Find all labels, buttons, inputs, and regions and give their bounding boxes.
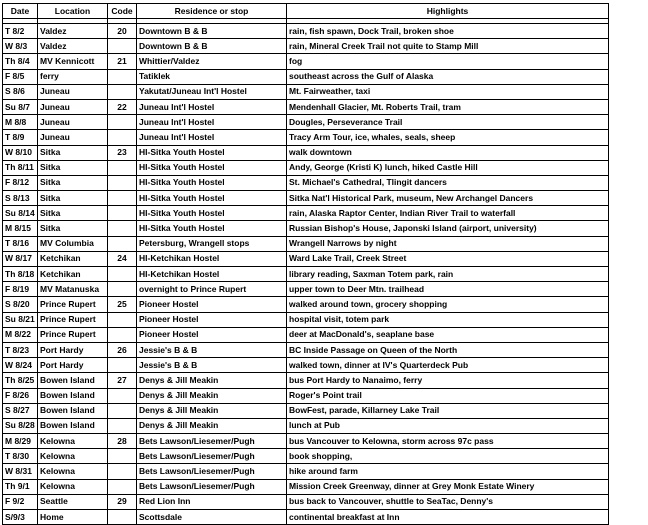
location-cell: Prince Rupert — [38, 312, 108, 327]
location-cell: Home — [38, 510, 108, 525]
residence-cell: Tatiklek — [137, 69, 287, 84]
residence-cell: HI-Ketchikan Hostel — [137, 267, 287, 282]
highlights-cell: Roger's Point trail — [287, 388, 609, 403]
date-cell: Su 8/14 — [3, 206, 38, 221]
date-cell: F 8/5 — [3, 69, 38, 84]
residence-cell: Yakutat/Juneau Int'l Hostel — [137, 84, 287, 99]
code-cell — [108, 236, 137, 251]
table-row — [3, 282, 638, 297]
location-cell: Sitka — [38, 206, 108, 221]
residence-cell: HI-Sitka Youth Hostel — [137, 221, 287, 236]
code-cell — [108, 115, 137, 130]
date-cell: Th 9/1 — [3, 479, 38, 494]
code-cell — [108, 267, 137, 282]
table-row — [3, 99, 638, 114]
date-cell: M 8/22 — [3, 327, 38, 342]
date-cell: S 8/27 — [3, 403, 38, 418]
residence-cell: Denys & Jill Meakin — [137, 373, 287, 388]
table-row — [3, 297, 638, 312]
extra-cell — [609, 358, 638, 373]
residence-cell: HI-Sitka Youth Hostel — [137, 206, 287, 221]
code-cell: 20 — [108, 24, 137, 39]
extra-cell — [609, 403, 638, 418]
table-row — [3, 69, 638, 84]
highlights-cell: southeast across the Gulf of Alaska — [287, 69, 609, 84]
highlights-cell: BC Inside Passage on Queen of the North — [287, 342, 609, 357]
location-cell: Ketchikan — [38, 267, 108, 282]
code-cell — [108, 464, 137, 479]
extra-cell — [609, 267, 638, 282]
extra-cell — [609, 236, 638, 251]
date-cell: S 8/6 — [3, 84, 38, 99]
highlights-cell: Tracy Arm Tour, ice, whales, seals, sheep — [287, 130, 609, 145]
residence-cell: HI-Sitka Youth Hostel — [137, 175, 287, 190]
highlights-cell: Mission Creek Greenway, dinner at Grey Monk Estate Winery — [287, 479, 609, 494]
code-cell — [108, 418, 137, 433]
extra-cell — [609, 510, 638, 525]
date-cell: S 8/13 — [3, 191, 38, 206]
date-cell: W 8/17 — [3, 251, 38, 266]
highlights-cell: bus Port Hardy to Nanaimo, ferry — [287, 373, 609, 388]
residence-cell: HI-Sitka Youth Hostel — [137, 191, 287, 206]
date-cell: T 8/2 — [3, 24, 38, 39]
location-cell: Bowen Island — [38, 373, 108, 388]
highlights-cell: walked town, dinner at IV's Quarterdeck Pub — [287, 358, 609, 373]
code-cell — [108, 449, 137, 464]
table-row — [3, 479, 638, 494]
code-cell — [108, 327, 137, 342]
date-cell: Su 8/28 — [3, 418, 38, 433]
date-cell: Su 8/7 — [3, 99, 38, 114]
date-cell: S/9/3 — [3, 510, 38, 525]
highlights-cell: hospital visit, totem park — [287, 312, 609, 327]
location-cell: ferry — [38, 69, 108, 84]
residence-cell: Denys & Jill Meakin — [137, 418, 287, 433]
table-row — [3, 434, 638, 449]
residence-cell: Bets Lawson/Liesemer/Pugh — [137, 479, 287, 494]
extra-cell — [609, 282, 638, 297]
extra-cell — [609, 175, 638, 190]
code-cell: 28 — [108, 434, 137, 449]
code-cell: 22 — [108, 99, 137, 114]
extra-cell — [609, 99, 638, 114]
highlights-cell: rain, Mineral Creek Trail not quite to Stamp Mill — [287, 39, 609, 54]
residence-cell: Whittier/Valdez — [137, 54, 287, 69]
location-cell: Valdez — [38, 39, 108, 54]
code-cell: 29 — [108, 494, 137, 509]
code-cell — [108, 358, 137, 373]
highlights-cell: rain, fish spawn, Dock Trail, broken shoe — [287, 24, 609, 39]
table-row — [3, 418, 638, 433]
highlights-cell: Dougles, Perseverance Trail — [287, 115, 609, 130]
date-cell: Th 8/4 — [3, 54, 38, 69]
highlights-cell: upper town to Deer Mtn. trailhead — [287, 282, 609, 297]
code-cell: 27 — [108, 373, 137, 388]
location-cell: Kelowna — [38, 464, 108, 479]
extra-cell — [609, 418, 638, 433]
date-cell: W 8/3 — [3, 39, 38, 54]
extra-cell — [609, 84, 638, 99]
residence-cell: Juneau Int'l Hostel — [137, 99, 287, 114]
date-cell: T 8/9 — [3, 130, 38, 145]
table-row — [3, 464, 638, 479]
header-highlights: Highlights — [287, 4, 609, 19]
extra-cell — [609, 206, 638, 221]
residence-cell: Jessie's B & B — [137, 358, 287, 373]
residence-cell: Pioneer Hostel — [137, 327, 287, 342]
highlights-cell: rain, Alaska Raptor Center, Indian River Trail to waterfall — [287, 206, 609, 221]
table-row — [3, 373, 638, 388]
extra-cell — [609, 221, 638, 236]
extra-cell — [609, 479, 638, 494]
residence-cell: Downtown B & B — [137, 39, 287, 54]
extra-cell — [609, 434, 638, 449]
extra-cell — [609, 160, 638, 175]
highlights-cell: Sitka Nat'l Historical Park, museum, New Archangel Dancers — [287, 191, 609, 206]
table-row — [3, 251, 638, 266]
date-cell: S 8/20 — [3, 297, 38, 312]
table-row — [3, 494, 638, 509]
header-code: Code — [108, 4, 137, 19]
code-cell — [108, 175, 137, 190]
table-body — [3, 19, 638, 525]
residence-cell: Jessie's B & B — [137, 342, 287, 357]
residence-cell: Juneau Int'l Hostel — [137, 115, 287, 130]
date-cell: T 8/30 — [3, 449, 38, 464]
table-row — [3, 39, 638, 54]
residence-cell: Bets Lawson/Liesemer/Pugh — [137, 449, 287, 464]
location-cell: Bowen Island — [38, 388, 108, 403]
highlights-cell: library reading, Saxman Totem park, rain — [287, 267, 609, 282]
table-row — [3, 24, 638, 39]
table-row — [3, 267, 638, 282]
highlights-cell: fog — [287, 54, 609, 69]
extra-cell — [609, 449, 638, 464]
code-cell — [108, 160, 137, 175]
date-cell: Th 8/25 — [3, 373, 38, 388]
header-date: Date — [3, 4, 38, 19]
residence-cell: Juneau Int'l Hostel — [137, 130, 287, 145]
table-row — [3, 388, 638, 403]
residence-cell: Denys & Jill Meakin — [137, 388, 287, 403]
code-cell — [108, 510, 137, 525]
code-cell — [108, 282, 137, 297]
date-cell: F 8/12 — [3, 175, 38, 190]
highlights-cell: bus back to Vancouver, shuttle to SeaTac, Denny's — [287, 494, 609, 509]
location-cell: Juneau — [38, 84, 108, 99]
header-row — [3, 4, 638, 19]
location-cell: Sitka — [38, 160, 108, 175]
highlights-cell: lunch at Pub — [287, 418, 609, 433]
highlights-cell: Mendenhall Glacier, Mt. Roberts Trail, tram — [287, 99, 609, 114]
location-cell: Juneau — [38, 130, 108, 145]
extra-column — [609, 4, 638, 19]
location-cell: Juneau — [38, 99, 108, 114]
highlights-cell: continental breakfast at Inn — [287, 510, 609, 525]
residence-cell: Pioneer Hostel — [137, 297, 287, 312]
location-cell: Sitka — [38, 145, 108, 160]
location-cell: Prince Rupert — [38, 297, 108, 312]
code-cell: 25 — [108, 297, 137, 312]
residence-cell: Bets Lawson/Liesemer/Pugh — [137, 464, 287, 479]
header-location: Location — [38, 4, 108, 19]
residence-cell: HI-Ketchikan Hostel — [137, 251, 287, 266]
code-cell — [108, 403, 137, 418]
date-cell: W 8/31 — [3, 464, 38, 479]
code-cell: 21 — [108, 54, 137, 69]
extra-cell — [609, 24, 638, 39]
location-cell: Prince Rupert — [38, 327, 108, 342]
code-cell — [108, 191, 137, 206]
location-cell: Valdez — [38, 24, 108, 39]
code-cell — [108, 69, 137, 84]
location-cell: Sitka — [38, 221, 108, 236]
table-row — [3, 449, 638, 464]
highlights-cell: Ward Lake Trail, Creek Street — [287, 251, 609, 266]
extra-cell — [609, 145, 638, 160]
highlights-cell: Andy, George (Kristi K) lunch, hiked Castle Hill — [287, 160, 609, 175]
location-cell: Sitka — [38, 175, 108, 190]
residence-cell: Scottsdale — [137, 510, 287, 525]
code-cell — [108, 312, 137, 327]
table-row — [3, 206, 638, 221]
date-cell: Th 8/11 — [3, 160, 38, 175]
extra-cell — [609, 191, 638, 206]
extra-cell — [609, 342, 638, 357]
code-cell: 23 — [108, 145, 137, 160]
date-cell: M 8/15 — [3, 221, 38, 236]
table-row — [3, 403, 638, 418]
header-residence: Residence or stop — [137, 4, 287, 19]
date-cell: W 8/10 — [3, 145, 38, 160]
date-cell: W 8/24 — [3, 358, 38, 373]
location-cell: Juneau — [38, 115, 108, 130]
date-cell: Su 8/21 — [3, 312, 38, 327]
date-cell: F 8/26 — [3, 388, 38, 403]
table-row — [3, 327, 638, 342]
table-row — [3, 221, 638, 236]
extra-cell — [609, 388, 638, 403]
location-cell: Port Hardy — [38, 358, 108, 373]
table-row — [3, 130, 638, 145]
code-cell — [108, 130, 137, 145]
location-cell: Kelowna — [38, 434, 108, 449]
date-cell: T 8/16 — [3, 236, 38, 251]
location-cell: Bowen Island — [38, 418, 108, 433]
table-row — [3, 191, 638, 206]
table-row — [3, 84, 638, 99]
highlights-cell: hike around farm — [287, 464, 609, 479]
date-cell: M 8/8 — [3, 115, 38, 130]
residence-cell: Bets Lawson/Liesemer/Pugh — [137, 434, 287, 449]
extra-cell — [609, 464, 638, 479]
location-cell: Kelowna — [38, 479, 108, 494]
table-row — [3, 358, 638, 373]
extra-cell — [609, 115, 638, 130]
residence-cell: Downtown B & B — [137, 24, 287, 39]
residence-cell: Petersburg, Wrangell stops — [137, 236, 287, 251]
extra-cell — [609, 297, 638, 312]
extra-cell — [609, 312, 638, 327]
highlights-cell: deer at MacDonald's, seaplane base — [287, 327, 609, 342]
table-row — [3, 54, 638, 69]
extra-cell — [609, 69, 638, 84]
table-row — [3, 175, 638, 190]
date-cell: F 9/2 — [3, 494, 38, 509]
date-cell: T 8/23 — [3, 342, 38, 357]
highlights-cell: Wrangell Narrows by night — [287, 236, 609, 251]
code-cell — [108, 479, 137, 494]
code-cell — [108, 221, 137, 236]
location-cell: Kelowna — [38, 449, 108, 464]
extra-cell — [609, 373, 638, 388]
highlights-cell: Mt. Fairweather, taxi — [287, 84, 609, 99]
code-cell — [108, 206, 137, 221]
table-row — [3, 312, 638, 327]
date-cell: M 8/29 — [3, 434, 38, 449]
highlights-cell: BowFest, parade, Killarney Lake Trail — [287, 403, 609, 418]
highlights-cell: Russian Bishop's House, Japonski Island (airport, university) — [287, 221, 609, 236]
table-row — [3, 160, 638, 175]
highlights-cell: walk downtown — [287, 145, 609, 160]
residence-cell: Denys & Jill Meakin — [137, 403, 287, 418]
code-cell: 26 — [108, 342, 137, 357]
table-row — [3, 342, 638, 357]
residence-cell: Red Lion Inn — [137, 494, 287, 509]
date-cell: F 8/19 — [3, 282, 38, 297]
code-cell — [108, 84, 137, 99]
location-cell: Ketchikan — [38, 251, 108, 266]
location-cell: MV Kennicott — [38, 54, 108, 69]
table-row — [3, 236, 638, 251]
itinerary-table — [2, 3, 637, 525]
residence-cell: HI-Sitka Youth Hostel — [137, 145, 287, 160]
extra-cell — [609, 251, 638, 266]
location-cell: Bowen Island — [38, 403, 108, 418]
residence-cell: overnight to Prince Rupert — [137, 282, 287, 297]
code-cell — [108, 39, 137, 54]
date-cell: Th 8/18 — [3, 267, 38, 282]
extra-cell — [609, 54, 638, 69]
extra-cell — [609, 494, 638, 509]
highlights-cell: St. Michael's Cathedral, Tlingit dancers — [287, 175, 609, 190]
extra-cell — [609, 327, 638, 342]
code-cell — [108, 388, 137, 403]
location-cell: MV Matanuska — [38, 282, 108, 297]
location-cell: Port Hardy — [38, 342, 108, 357]
table-row — [3, 145, 638, 160]
highlights-cell: walked around town, grocery shopping — [287, 297, 609, 312]
highlights-cell: book shopping, — [287, 449, 609, 464]
location-cell: Seattle — [38, 494, 108, 509]
location-cell: Sitka — [38, 191, 108, 206]
table-row — [3, 115, 638, 130]
residence-cell: Pioneer Hostel — [137, 312, 287, 327]
location-cell: MV Columbia — [38, 236, 108, 251]
residence-cell: HI-Sitka Youth Hostel — [137, 160, 287, 175]
highlights-cell: bus Vancouver to Kelowna, storm across 97c pass — [287, 434, 609, 449]
extra-cell — [609, 130, 638, 145]
extra-cell — [609, 39, 638, 54]
code-cell: 24 — [108, 251, 137, 266]
table-row — [3, 510, 638, 525]
